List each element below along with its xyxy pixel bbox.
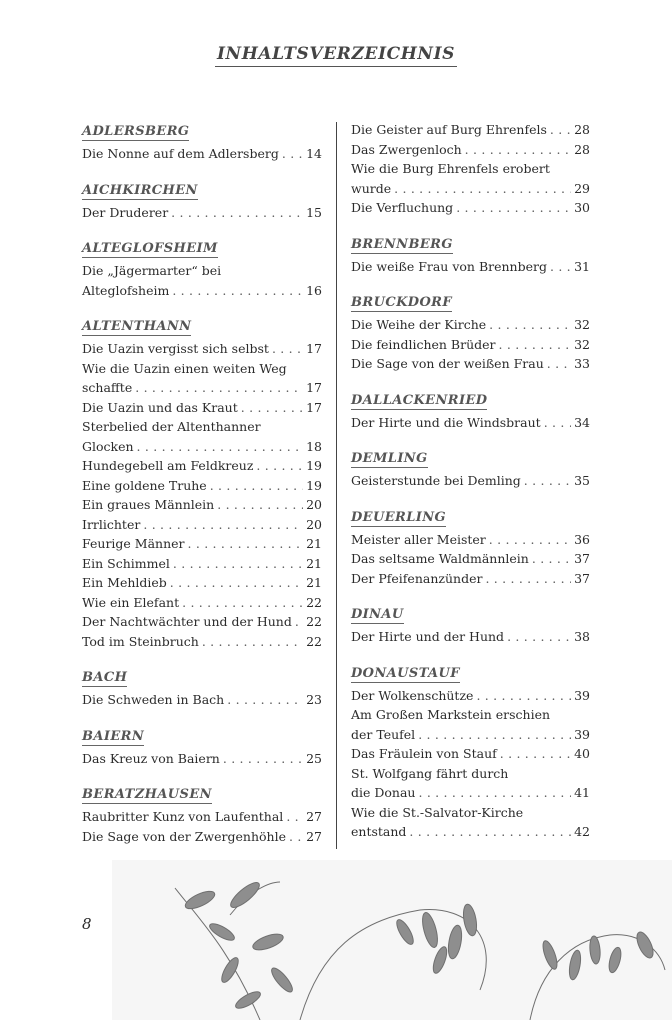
dot-leader [135,378,303,398]
dot-leader [409,822,571,842]
toc-entry-title-line: Die „Jägermarter“ bei [82,263,222,278]
toc-entry-row [82,515,322,535]
toc-entry-row [82,203,322,223]
toc-entry [82,144,322,164]
toc-entry-page: 32 [574,317,590,332]
toc-entry-title: Meister aller Meister [351,531,486,547]
toc-entry-title: Raubritter Kunz von Laufenthal [82,809,284,824]
dot-leader [550,120,571,140]
toc-entry-title: Das Fräulein von Stauf [351,746,497,761]
dot-leader [227,690,303,710]
toc-entry-title-line: St. Wolfgang fährt durch [351,765,509,781]
toc-entry-row [82,593,322,613]
dot-leader [171,203,303,223]
toc-entry-page: 40 [574,746,590,761]
toc-entry [82,690,322,710]
toc-entry [351,159,590,198]
toc-section [82,783,322,846]
section-heading: ADLERSBERG [82,124,190,139]
toc-entry [351,549,590,569]
toc-entry-title: Die Sage von der weißen Frau [351,356,544,371]
section-heading: BRUCKDORF [351,295,453,310]
toc-entry [351,530,590,550]
toc-entry [82,534,322,554]
toc-entry-title-line: Wie die Burg Ehrenfels erobert [351,161,550,176]
toc-entry-title: Der Pfeifenanzünder [351,570,483,586]
dot-leader [418,725,571,745]
dot-leader [485,569,571,589]
toc-entry-page: 33 [574,356,590,371]
toc-entry-row [82,827,322,847]
toc-entry-page: 25 [306,750,322,766]
toc-entry-page: 21 [306,575,322,590]
toc-entry-page: 28 [574,122,590,137]
toc-section [82,120,322,164]
toc-entry-row [82,554,322,574]
toc-entry-page: 22 [306,633,322,649]
toc-entry-title: Die Weihe der Kirche [351,317,487,332]
toc-entry-page: 21 [306,555,322,571]
toc-section [351,389,590,433]
toc-entry-page: 20 [306,516,322,532]
toc-entry-page: 15 [306,204,322,220]
toc-entry-page: 14 [306,146,322,161]
toc-entry [82,398,322,418]
toc-section [82,179,322,223]
toc-entry-title: entstand [351,824,407,839]
toc-entry-title: Die weiße Frau von Brennberg [351,258,547,274]
dot-leader [295,612,303,632]
toc-entry [351,354,590,374]
toc-entry [351,120,590,140]
toc-entry [82,515,322,535]
dot-leader [182,593,303,613]
toc-entry-row [82,437,322,457]
toc-entry-page: 31 [574,258,590,274]
dot-leader [137,437,304,457]
dot-leader [217,495,303,515]
toc-entry-title: Der Wolkenschütze [351,687,474,703]
dot-leader [550,257,571,277]
toc-entry [351,471,590,491]
toc-entry-page: 17 [306,380,322,395]
toc-entry-page: 18 [306,438,322,454]
dot-leader [418,783,571,803]
column-divider [336,122,337,849]
toc-entry-row [82,573,322,593]
toc-entry-row [351,725,590,745]
page-title [0,44,672,64]
page-number: 8 [82,915,92,933]
toc-entry-title: Ein Mehldieb [82,575,167,590]
toc-entry-page: 38 [574,629,590,644]
toc-entry-row [351,335,590,355]
toc-entry-page: 32 [574,336,590,352]
toc-entry-row [82,378,322,398]
dot-leader [547,354,571,374]
toc-entry-page: 22 [306,614,322,629]
toc-entry-title: Glocken [82,438,134,454]
toc-entry-title: Der Nachtwächter und der Hund [82,614,292,629]
dot-leader [223,749,303,769]
toc-entry-title: Eine goldene Truhe [82,477,207,493]
toc-entry-row [82,339,322,359]
toc-entry-page: 19 [306,477,322,493]
toc-entry-row [82,612,322,632]
toc-entry [82,339,322,359]
toc-entry-title: Das Kreuz von Baiern [82,750,220,766]
toc-entry-page: 16 [306,282,322,298]
toc-entry-title: Ein Schimmel [82,555,170,571]
toc-entry-row [82,281,322,301]
toc-entry-row [351,354,590,374]
toc-entry-title: Der Druderer [82,204,169,220]
dot-leader [489,530,571,550]
toc-entry [82,456,322,476]
dot-leader [202,632,303,652]
toc-entry-title: schaffte [82,380,133,395]
toc-entry-page: 28 [574,141,590,157]
toc-entry [82,632,322,652]
toc-entry-title: Irrlichter [82,516,141,532]
toc-entry [351,257,590,277]
toc-entry [351,198,590,218]
toc-entry-page: 29 [574,180,590,196]
section-heading: DINAU [351,607,404,622]
section-heading: ALTENTHANN [82,319,192,334]
toc-entry [351,744,590,764]
toc-entry-title: Tod im Steinbruch [82,633,199,649]
toc-entry-title: Die Verfluchung [351,200,454,215]
section-heading: DEMLING [351,451,428,466]
dot-leader [465,140,571,160]
dot-leader [456,198,571,218]
toc-entry-row [351,627,590,647]
toc-entry-title: Die Sage von der Zwergenhöhle [82,828,286,844]
dot-leader [489,315,571,335]
toc-entry-title: Die Geister auf Burg Ehrenfels [351,122,547,137]
toc-entry-page: 30 [574,200,590,215]
toc-entry [82,203,322,223]
toc-left-column [82,120,322,861]
toc-entry-page: 37 [574,551,590,566]
toc-entry-row [82,398,322,418]
dot-leader [532,549,571,569]
toc-entry-row [351,686,590,706]
toc-entry-title: Das Zwergenloch [351,141,462,157]
dot-leader [394,179,571,199]
toc-section [351,233,590,277]
toc-entry-title-line: Sterbelied der Altenthanner [82,419,261,434]
toc-entry-row [351,140,590,160]
dot-leader [256,456,303,476]
toc-entry [82,749,322,769]
toc-entry-title: Die Uazin und das Kraut [82,399,238,415]
dot-leader [272,339,303,359]
toc-entry-page: 39 [574,687,590,703]
section-heading: BRENNBERG [351,236,453,252]
toc-entry-row [82,144,322,164]
toc-entry [82,554,322,574]
toc-entry [82,593,322,613]
toc-entry-page: 27 [306,828,322,844]
toc-entry-title: Die feindlichen Brüder [351,336,496,352]
botanical-vine-illustration [0,860,672,1020]
toc-entry-title: Der Hirte und der Hund [351,629,505,644]
toc-entry-row [351,569,590,589]
toc-entry-row [351,315,590,335]
dot-leader [170,573,303,593]
dot-leader [544,413,571,433]
toc-section [82,666,322,710]
toc-entry-row [351,257,590,277]
toc-section [351,447,590,491]
toc-entry [351,686,590,706]
section-heading: DALLACKENRIED [351,392,488,408]
toc-section [82,237,322,300]
toc-entry-page: 20 [306,497,322,512]
toc-entry [351,569,590,589]
toc-entry-title: Der Hirte und die Windsbraut [351,414,541,430]
toc-entry [351,140,590,160]
toc-entry-row [351,530,590,550]
dot-leader [500,744,571,764]
toc-entry-title-line: Wie die Uazin einen weiten Weg [82,360,287,376]
dot-leader [173,554,303,574]
dot-leader [507,627,571,647]
toc-entry [351,705,590,744]
toc-entry [82,807,322,827]
toc-entry-page: 17 [306,399,322,415]
toc-entry-row [82,456,322,476]
toc-entry-title: Wie ein Elefant [82,594,180,610]
toc-entry-title: Ein graues Männlein [82,497,215,512]
toc-entry [351,627,590,647]
toc-entry-page: 23 [306,692,322,707]
toc-entry-row [351,120,590,140]
toc-entry-title: wurde [351,180,392,196]
toc-entry [82,827,322,847]
toc-entry-row [351,198,590,218]
toc-entry-title-line: Am Großen Markstein erschien [351,707,551,722]
toc-entry-title: Hundegebell am Feldkreuz [82,458,254,473]
toc-entry [82,612,322,632]
section-heading: DONAUSTAUF [351,665,460,681]
toc-section [351,662,590,842]
section-heading: BERATZHAUSEN [82,787,212,802]
toc-entry-row [351,471,590,491]
section-heading: DEUERLING [351,509,447,525]
toc-entry-title-line: Wie die St.-Salvator-Kirche [351,804,524,820]
toc-entry-page: 34 [574,414,590,430]
toc-entry-page: 36 [574,531,590,547]
toc-entry-row [82,690,322,710]
toc-entry-row [351,744,590,764]
toc-entry-row [351,413,590,433]
toc-entry-title: die Donau [351,785,416,800]
dot-leader [172,281,303,301]
dot-leader [476,686,571,706]
toc-entry-page: 35 [574,473,590,488]
toc-entry-title: der Teufel [351,726,416,742]
toc-entry [82,261,322,300]
dot-leader [241,398,303,418]
toc-entry [351,315,590,335]
dot-leader [282,144,303,164]
toc-entry-row [351,179,590,199]
section-heading: BACH [82,670,128,685]
section-heading: ALTEGLOFSHEIM [82,241,218,256]
toc-entry [351,764,590,803]
toc-entry-row [82,495,322,515]
toc-entry-title: Das seltsame Waldmännlein [351,551,529,566]
toc-entry-page: 21 [306,536,322,551]
toc-entry-page: 42 [574,824,590,839]
toc-entry-title: Feurige Männer [82,536,185,551]
dot-leader [499,335,572,355]
toc-entry [82,573,322,593]
toc-entry [351,413,590,433]
toc-entry-row [82,632,322,652]
toc-entry-title: Geisterstunde bei Demling [351,473,521,488]
section-heading: BAIERN [82,728,145,744]
toc-entry-row [82,534,322,554]
dot-leader [286,807,303,827]
toc-right-column [351,120,590,857]
toc-section [82,315,322,651]
dot-leader [143,515,303,535]
toc-entry-page: 41 [574,785,590,800]
toc-entry-title: Die Uazin vergisst sich selbst [82,341,269,356]
dot-leader [188,534,304,554]
toc-entry-page: 39 [574,726,590,742]
dot-leader [524,471,571,491]
toc-entry-page: 19 [306,458,322,473]
toc-entry [82,417,322,456]
toc-section [351,603,590,647]
toc-entry-title: Alteglofsheim [82,282,170,298]
section-heading: AICHKIRCHEN [82,182,198,198]
toc-entry-row [351,549,590,569]
toc-section [351,291,590,374]
toc-section [351,506,590,589]
toc-entry-page: 27 [306,809,322,824]
toc-entry [82,359,322,398]
dot-leader [210,476,303,496]
page-title-text: INHALTSVERZEICHNIS [215,44,457,67]
toc-entry-row [82,476,322,496]
toc-entry-row [351,783,590,803]
toc-entry [351,803,590,842]
toc-entry-page: 22 [306,594,322,610]
toc-entry [351,335,590,355]
toc-entry [82,476,322,496]
toc-entry-row [351,822,590,842]
toc-entry-title: Die Nonne auf dem Adlersberg [82,146,279,161]
toc-section [82,725,322,769]
toc-entry-row [82,807,322,827]
toc-entry [82,495,322,515]
toc-section [351,120,590,218]
toc-entry-title: Die Schweden in Bach [82,692,225,707]
toc-entry-page: 37 [574,570,590,586]
toc-entry-page: 17 [306,341,322,356]
toc-entry-row [82,749,322,769]
dot-leader [289,827,303,847]
